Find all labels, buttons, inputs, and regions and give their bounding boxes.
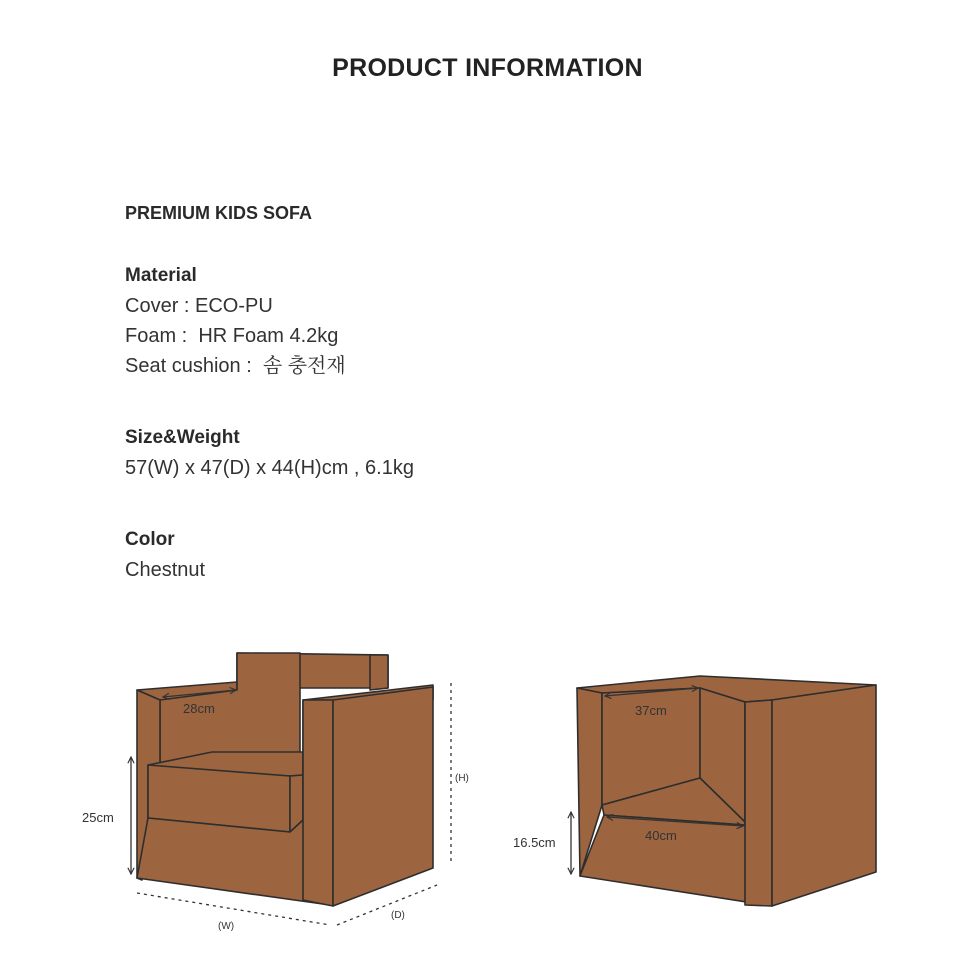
back-right-arm-front — [745, 700, 772, 906]
sofa-front-view — [137, 653, 433, 906]
color-heading: Color — [125, 529, 175, 550]
size-weight-section — [125, 423, 414, 483]
sofa-back-view — [577, 676, 876, 906]
size-weight-value: 57(W) x 47(D) x 44(H)cm , 6.1kg — [125, 457, 414, 479]
material-section — [125, 261, 346, 381]
sofa-dimension-diagram — [0, 600, 975, 975]
back-right-side — [772, 685, 876, 906]
seat-height-label: 25cm — [82, 810, 114, 825]
color-section — [125, 525, 205, 585]
inner-bottom-width-label: 40cm — [645, 828, 677, 843]
material-seat-cushion: Seat cushion : 솜 충전재 — [125, 355, 346, 377]
arm-width-label: 28cm — [183, 701, 215, 716]
color-value: Chestnut — [125, 559, 206, 581]
material-foam: Foam : HR Foam 4.2kg — [125, 325, 339, 347]
depth-label: (D) — [391, 910, 405, 921]
front-backrest-side — [370, 655, 388, 690]
material-cover: Cover : ECO-PU — [125, 295, 273, 317]
front-right-side — [333, 687, 433, 906]
product-name: PREMIUM KIDS SOFA — [125, 203, 313, 223]
base-height-label: 16.5cm — [513, 835, 556, 850]
material-heading: Material — [125, 265, 197, 286]
page-title: PRODUCT INFORMATION — [332, 54, 643, 82]
width-label: (W) — [218, 921, 235, 932]
inner-top-width-label: 37cm — [635, 703, 667, 718]
size-weight-heading: Size&Weight — [125, 427, 240, 448]
front-right-arm-front — [303, 700, 333, 906]
height-label: (H) — [455, 773, 469, 784]
